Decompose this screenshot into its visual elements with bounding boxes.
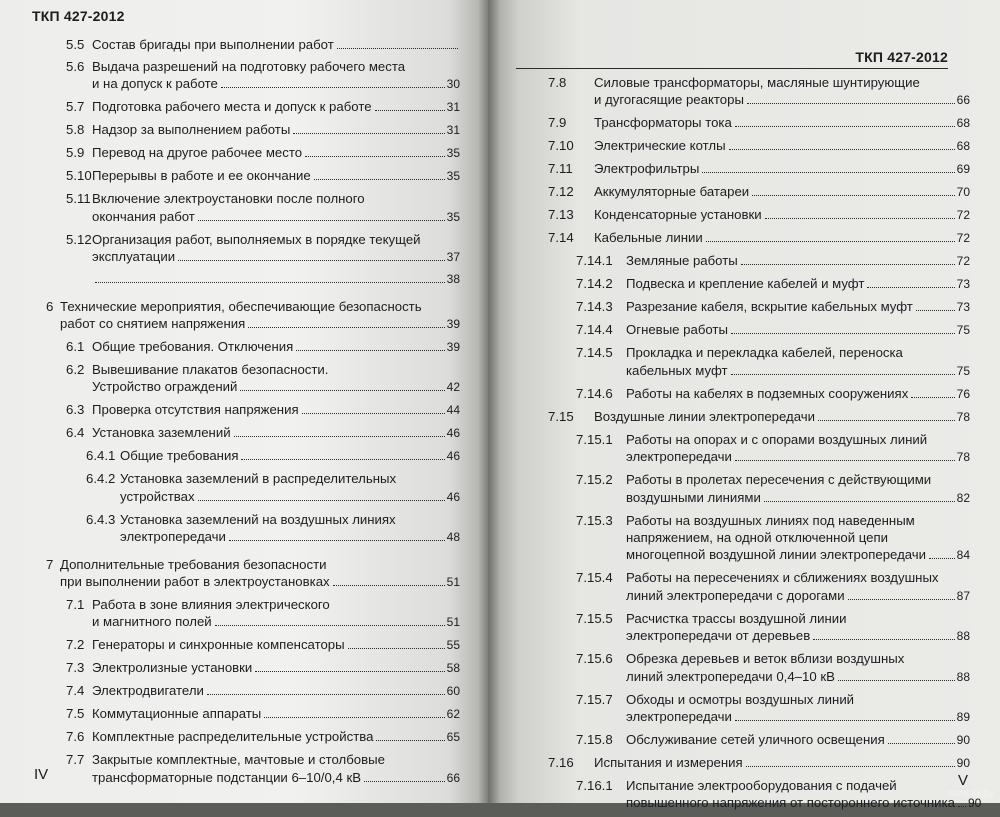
- toc-page-number: 68: [956, 139, 970, 154]
- left-page-header: ТКП 427-2012: [32, 8, 125, 24]
- toc-page-number: 51: [446, 615, 460, 630]
- toc-entry-title: Проверка отсутствия напряжения: [92, 402, 299, 418]
- toc-entry: [548, 160, 970, 178]
- toc-dot-leader: [296, 350, 444, 351]
- toc-entry-title: Испытание электрооборудования с подачей: [626, 778, 897, 794]
- toc-page-number: 65: [446, 730, 460, 745]
- toc-dot-leader: [364, 781, 445, 782]
- toc-dot-leader: [234, 436, 445, 437]
- toc-entry-number: 5.12: [66, 231, 92, 247]
- toc-dot-leader: [221, 87, 445, 88]
- toc-page-number: 78: [956, 409, 970, 424]
- toc-entry-title: Электродвигатели: [92, 683, 204, 699]
- toc-page-number: 66: [956, 93, 970, 108]
- toc-entry: [548, 650, 970, 686]
- toc-entry-number: 5.9: [66, 145, 85, 161]
- toc-entry-number: 7.14: [548, 230, 574, 246]
- toc-dot-leader: [215, 625, 445, 626]
- toc-page-number: 39: [446, 340, 460, 355]
- toc-entry-title: Кабельные линии: [594, 230, 703, 246]
- toc-entry-number: 7.11: [548, 161, 573, 177]
- toc-dot-leader: [248, 327, 444, 328]
- toc-entry: [548, 298, 970, 316]
- toc-entry: [548, 183, 970, 201]
- toc-dot-leader: [264, 717, 444, 718]
- toc-page-number: 39: [446, 317, 460, 332]
- toc-page-number: 55: [446, 638, 460, 653]
- toc-entry-number: 7.15.3: [576, 512, 613, 528]
- toc-page-number: 90: [956, 733, 970, 748]
- toc-dot-leader: [929, 558, 955, 559]
- toc-page-number: 87: [956, 588, 970, 603]
- toc-page-number: 75: [956, 323, 970, 338]
- toc-page-number: 35: [446, 169, 460, 184]
- toc-entry-number: 5.7: [66, 99, 85, 115]
- toc-dot-leader: [731, 333, 955, 334]
- toc-entry-title: Земляные работы: [626, 253, 738, 269]
- toc-entry-title: Организация работ, выполняемых в порядке текущей: [92, 231, 421, 247]
- toc-entry-number: 7.5: [66, 706, 85, 722]
- toc-dot-leader: [706, 241, 955, 242]
- toc-entry-title: линий электропередачи с дорогами: [626, 587, 845, 603]
- toc-entry: [548, 731, 970, 749]
- toc-entry-title: при выполнении работ в электроустановках: [60, 574, 330, 590]
- toc-entry-title: Подготовка рабочего места и допуск к работе: [92, 99, 372, 115]
- toc-entry-number: 5.6: [66, 59, 85, 74]
- toc-entry-title: и магнитного полей: [92, 614, 212, 630]
- toc-entry-number: 7.15.7: [576, 691, 613, 707]
- toc-entry-title: Генераторы и синхронные компенсаторы: [92, 637, 345, 653]
- toc-dot-leader: [198, 220, 445, 221]
- toc-entry-title: Расчистка трассы воздушной линии: [626, 610, 847, 626]
- toc-entry-number: 6: [46, 298, 54, 314]
- watermark: www.ay.by: [946, 788, 994, 799]
- toc-entry-title: Прокладка и перекладка кабелей, переноска: [626, 345, 903, 361]
- toc-entry-title: эксплуатации: [92, 249, 176, 265]
- toc-entry-title: линий электропередачи 0,4–10 кВ: [626, 668, 835, 684]
- toc-dot-leader: [958, 806, 966, 807]
- toc-dot-leader: [752, 195, 954, 196]
- toc-entry-title: и на допуск к работе: [92, 76, 218, 92]
- toc-entry-title: Общие требования. Отключения: [92, 339, 294, 355]
- toc-entry-title: Аккумуляторные батареи: [594, 184, 750, 200]
- toc-dot-leader: [735, 460, 955, 461]
- toc-entry-number: 7.14.4: [576, 322, 613, 338]
- right-toc-list: [548, 74, 982, 817]
- toc-page-number: 66: [446, 770, 460, 785]
- toc-entry: [548, 229, 970, 247]
- toc-page-number: 58: [446, 661, 460, 676]
- toc-entry-number: 7.15.8: [576, 732, 613, 748]
- toc-entry-title: кабельных муфт: [626, 362, 728, 378]
- toc-page-number: 31: [446, 100, 460, 115]
- toc-entry-number: 7.15: [548, 408, 574, 424]
- toc-dot-leader: [848, 599, 955, 600]
- toc-page-number: 37: [446, 250, 460, 265]
- toc-entry-number: 7.15.6: [576, 651, 613, 667]
- toc-entry-title: Устройство ограждений: [92, 379, 238, 395]
- toc-page-number: 88: [956, 629, 970, 644]
- toc-page-number: 46: [446, 449, 460, 464]
- toc-entry-number: 7.2: [66, 637, 85, 653]
- toc-page-number: 88: [956, 669, 970, 684]
- toc-entry-title: Огневые работы: [626, 322, 728, 338]
- toc-entry-title: Установка заземлений: [92, 425, 231, 441]
- toc-entry: [46, 447, 460, 465]
- toc-entry-title: и дугогасящие реакторы: [594, 92, 744, 108]
- toc-entry-title: напряжением, на одной отключенной цепи: [626, 530, 888, 546]
- toc-page-number: 72: [956, 254, 970, 269]
- toc-entry-number: 7.9: [548, 115, 567, 131]
- toc-entry-number: 7.10: [548, 138, 574, 154]
- toc-page-number: 44: [446, 403, 460, 418]
- toc-entry: [548, 431, 970, 467]
- toc-entry-number: 6.4.3: [86, 511, 116, 527]
- toc-entry-title: Коммутационные аппараты: [92, 706, 262, 722]
- toc-page-number: 60: [446, 684, 460, 699]
- toc-dot-leader: [911, 397, 954, 398]
- toc-page-number: 68: [956, 116, 970, 131]
- toc-entry-title: устройствах: [120, 488, 195, 504]
- toc-entry-title: Надзор за выполнением работы: [92, 122, 291, 138]
- toc-dot-leader: [333, 585, 445, 586]
- toc-dot-leader: [241, 459, 444, 460]
- toc-entry: [548, 275, 970, 293]
- toc-entry: [548, 691, 970, 727]
- toc-entry-number: 7.16: [548, 755, 574, 771]
- toc-entry: [548, 512, 970, 565]
- toc-entry-number: 5.8: [66, 122, 85, 138]
- toc-entry-number: 7.1: [66, 597, 85, 613]
- toc-entry-title: Установка заземлений в распределительных: [120, 471, 397, 487]
- toc-entry: [548, 344, 970, 380]
- left-page-folio: IV: [34, 766, 49, 783]
- toc-entry: [46, 751, 460, 787]
- toc-entry-title: Включение электроустановки после полного: [92, 191, 365, 207]
- toc-entry-number: 6.3: [66, 402, 85, 418]
- toc-entry: [46, 338, 460, 356]
- left-page: [0, 0, 488, 803]
- toc-dot-leader: [207, 694, 445, 695]
- toc-entry: [548, 74, 970, 110]
- toc-entry-number: 7.6: [66, 729, 85, 745]
- toc-entry: [46, 470, 460, 506]
- toc-entry-title: электропередачи: [120, 529, 226, 545]
- toc-entry: [46, 167, 460, 185]
- toc-entry-title: Работы на воздушных линиях под наведенным: [626, 512, 915, 528]
- toc-entry-title: Комплектные распределительные устройства: [92, 729, 374, 745]
- toc-entry: [46, 58, 460, 94]
- toc-entry-title: Разрезание кабеля, вскрытие кабельных муфт: [626, 299, 913, 315]
- toc-entry-title: электропередачи: [626, 709, 732, 725]
- toc-entry-title: Закрытые комплектные, мачтовые и столбовые: [92, 752, 385, 768]
- toc-page-number: 70: [956, 185, 970, 200]
- toc-page-number: 72: [956, 231, 970, 246]
- toc-entry: [548, 471, 970, 507]
- toc-entry-number: 6.2: [66, 362, 85, 378]
- toc-entry-title: Работа в зоне влияния электрического: [92, 597, 330, 613]
- toc-page-number: 69: [956, 162, 970, 177]
- toc-page-number: 38: [446, 272, 460, 287]
- toc-entry: [548, 610, 970, 646]
- toc-entry-title: Перевод на другое рабочее место: [92, 145, 303, 161]
- book-gutter: [478, 0, 500, 803]
- toc-dot-leader: [731, 374, 955, 375]
- toc-entry-number: 5.11: [66, 191, 91, 207]
- toc-entry: [46, 705, 460, 723]
- toc-dot-leader: [314, 179, 445, 180]
- toc-entry-title: Обслуживание сетей уличного освещения: [626, 732, 885, 748]
- toc-page-number: 31: [446, 123, 460, 138]
- toc-entry-title: Испытания и измерения: [594, 755, 743, 771]
- toc-entry-title: Вывешивание плакатов безопасности.: [92, 362, 329, 378]
- toc-page-number: 89: [956, 710, 970, 725]
- header-rule: [516, 68, 948, 69]
- toc-entry-number: 6.4.2: [86, 471, 116, 487]
- toc-entry-title: Электролизные установки: [92, 660, 253, 676]
- toc-entry-title: Электрофильтры: [594, 161, 700, 177]
- toc-entry-number: 7.3: [66, 660, 85, 676]
- toc-dot-leader: [95, 282, 445, 283]
- toc-entry: [46, 271, 460, 288]
- toc-entry-title: трансформаторные подстанции 6–10/0,4 кВ: [92, 769, 362, 785]
- toc-entry-number: 7.14.2: [576, 276, 613, 292]
- toc-dot-leader: [888, 743, 955, 744]
- toc-entry-title: Установка заземлений на воздушных линиях: [120, 511, 396, 527]
- toc-dot-leader: [916, 310, 955, 311]
- toc-dot-leader: [746, 766, 955, 767]
- toc-entry-number: 7.16.1: [576, 778, 613, 794]
- toc-entry: [548, 777, 982, 813]
- toc-entry-title: Работы в пролетах пересечения с действующими: [626, 472, 932, 488]
- toc-entry-number: 5.5: [66, 37, 85, 52]
- toc-entry: [46, 659, 460, 677]
- toc-entry: [548, 408, 970, 426]
- toc-dot-leader: [375, 110, 445, 111]
- toc-entry-title: Трансформаторы тока: [594, 115, 732, 131]
- toc-entry-number: 7.14.5: [576, 345, 613, 361]
- toc-page-number: 46: [446, 489, 460, 504]
- toc-entry: [548, 754, 970, 772]
- toc-dot-leader: [838, 680, 955, 681]
- toc-dot-leader: [741, 264, 955, 265]
- toc-entry: [548, 569, 970, 605]
- toc-entry-title: работ со снятием напряжения: [60, 316, 246, 332]
- toc-entry: [46, 231, 460, 267]
- toc-entry-title: Общие требования: [120, 448, 239, 464]
- toc-dot-leader: [702, 172, 954, 173]
- toc-entry-number: 7.7: [66, 752, 85, 768]
- toc-entry-title: многоцепной воздушной линии электропередачи: [626, 547, 927, 563]
- toc-dot-leader: [376, 740, 444, 741]
- toc-entry: [548, 114, 970, 132]
- toc-page-number: 84: [956, 548, 970, 563]
- right-page-folio: V: [958, 772, 969, 789]
- toc-entry: [46, 121, 460, 139]
- toc-entry: [46, 190, 460, 226]
- toc-entry-title: Силовые трансформаторы, масляные шунтирующие: [594, 75, 920, 90]
- toc-entry-title: окончания работ: [92, 208, 195, 224]
- toc-dot-leader: [348, 648, 445, 649]
- toc-entry-title: электропередачи от деревьев: [626, 628, 811, 644]
- toc-entry-number: 7.14.3: [576, 299, 613, 315]
- toc-entry-number: 7.14.1: [576, 253, 613, 269]
- toc-entry-title: Работы на кабелях в подземных сооружениях: [626, 385, 909, 401]
- toc-entry: [548, 321, 970, 339]
- toc-page-number: 75: [956, 363, 970, 378]
- toc-dot-leader: [198, 500, 445, 501]
- toc-entry-number: 6.1: [66, 339, 85, 355]
- toc-entry-number: 5.10: [66, 168, 92, 184]
- toc-dot-leader: [240, 390, 444, 391]
- toc-entry-title: Воздушные линии электропередачи: [594, 408, 816, 424]
- toc-entry: [46, 144, 460, 162]
- toc-page-number: 72: [956, 208, 970, 223]
- toc-entry: [548, 252, 970, 270]
- toc-entry: [46, 556, 460, 592]
- toc-page-number: 30: [446, 77, 460, 92]
- toc-entry: [46, 36, 460, 53]
- toc-page-number: 48: [446, 530, 460, 545]
- toc-entry: [46, 424, 460, 442]
- toc-entry-title: Работы на опорах и с опорами воздушных линий: [626, 431, 928, 447]
- toc-entry-number: 7.14.6: [576, 385, 613, 401]
- toc-page-number: 35: [446, 146, 460, 161]
- toc-entry-title: Перерывы в работе и ее окончание: [92, 168, 311, 184]
- toc-page-number: 76: [956, 386, 970, 401]
- toc-entry: [46, 596, 460, 632]
- toc-entry: [46, 98, 460, 116]
- toc-dot-leader: [813, 639, 954, 640]
- toc-entry-number: 7.15.2: [576, 472, 613, 488]
- toc-page-number: 90: [956, 756, 970, 771]
- toc-entry: [46, 636, 460, 654]
- toc-entry-title: Состав бригады при выполнении работ: [92, 37, 334, 52]
- toc-entry-number: 6.4: [66, 425, 85, 441]
- toc-page-number: 82: [956, 490, 970, 505]
- toc-entry-title: Подвеска и крепление кабелей и муфт: [626, 276, 865, 292]
- toc-entry-number: 7.15.5: [576, 610, 613, 626]
- toc-entry-number: 7.12: [548, 184, 574, 200]
- toc-dot-leader: [302, 413, 445, 414]
- toc-entry-title: воздушными линиями: [626, 489, 761, 505]
- toc-entry-number: 7.8: [548, 75, 567, 90]
- toc-dot-leader: [337, 48, 458, 49]
- toc-entry-number: 7.13: [548, 207, 574, 223]
- toc-entry: [548, 206, 970, 224]
- toc-page-number: 73: [956, 277, 970, 292]
- toc-entry: [46, 682, 460, 700]
- toc-dot-leader: [765, 218, 955, 219]
- toc-dot-leader: [747, 103, 955, 104]
- toc-entry-number: 7.4: [66, 683, 85, 699]
- toc-entry-title: Дополнительные требования безопасности: [60, 556, 327, 572]
- left-toc-list: [46, 36, 460, 792]
- toc-entry: [46, 511, 460, 547]
- toc-entry-title: Технические мероприятия, обеспечивающие безопасность: [60, 298, 422, 314]
- toc-dot-leader: [818, 420, 955, 421]
- toc-entry-number: 7.15.4: [576, 570, 613, 586]
- toc-page-number: 73: [956, 300, 970, 315]
- toc-page-number: 51: [446, 575, 460, 590]
- toc-entry: [46, 401, 460, 419]
- toc-dot-leader: [178, 260, 445, 261]
- toc-entry-title: повышенного напряжения от постороннего источника: [626, 795, 955, 811]
- right-page-header: ТКП 427-2012: [855, 49, 948, 65]
- toc-dot-leader: [255, 671, 444, 672]
- toc-page-number: 62: [446, 707, 460, 722]
- toc-entry-title: Работы на пересечениях и сближениях воздушных: [626, 570, 939, 586]
- toc-page-number: 46: [446, 426, 460, 441]
- toc-entry-title: Обрезка деревьев и веток вблизи воздушных: [626, 651, 905, 667]
- toc-dot-leader: [867, 287, 954, 288]
- toc-entry: [548, 385, 970, 403]
- toc-entry: [548, 137, 970, 155]
- toc-entry: [46, 728, 460, 746]
- toc-page-number: 42: [446, 380, 460, 395]
- toc-dot-leader: [293, 133, 444, 134]
- toc-entry-title: Выдача разрешений на подготовку рабочего места: [92, 59, 406, 74]
- toc-entry: [46, 298, 460, 334]
- toc-dot-leader: [735, 720, 955, 721]
- toc-entry-title: Конденсаторные установки: [594, 207, 762, 223]
- toc-page-number: 35: [446, 209, 460, 224]
- toc-dot-leader: [729, 149, 955, 150]
- toc-entry-title: Обходы и осмотры воздушных линий: [626, 691, 855, 707]
- toc-entry-title: Электрические котлы: [594, 138, 726, 154]
- toc-entry-title: электропередачи: [626, 449, 732, 465]
- toc-entry-number: 7: [46, 556, 54, 572]
- toc-page-number: 90: [967, 796, 982, 811]
- toc-page-number: 78: [956, 450, 970, 465]
- toc-entry-number: 7.15.1: [576, 431, 613, 447]
- toc-entry-number: 6.4.1: [86, 448, 116, 464]
- toc-dot-leader: [305, 156, 445, 157]
- toc-entry: [46, 361, 460, 397]
- toc-dot-leader: [229, 540, 445, 541]
- toc-dot-leader: [764, 501, 955, 502]
- toc-dot-leader: [735, 126, 955, 127]
